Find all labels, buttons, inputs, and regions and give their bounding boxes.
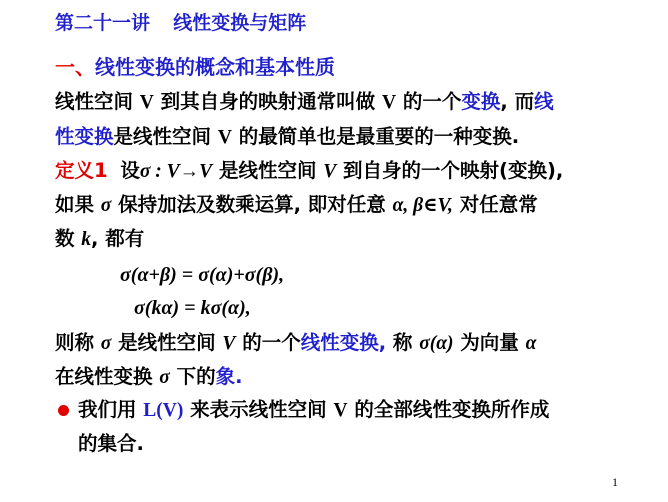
para1-line2: [55, 124, 519, 151]
text: 我们用: [78, 398, 144, 421]
math-image: σ(α): [419, 333, 454, 354]
para1-line1: [55, 89, 554, 116]
slide-title: [55, 10, 306, 36]
equation-homogeneity: σ(kα) = kσ(α),: [134, 297, 251, 319]
text: , 都有: [91, 227, 145, 250]
section-number: 一、: [55, 55, 95, 79]
text: 设: [120, 159, 140, 182]
text: 对任意常: [452, 193, 538, 216]
lecture-topic: 线性变换与矩阵: [173, 12, 307, 34]
math-map: σ : V→V: [139, 161, 213, 182]
term-linear-transform: 性变换: [55, 125, 114, 148]
term-image: 象.: [215, 365, 243, 388]
term-transform: 变换: [461, 90, 501, 113]
def-line5: [55, 364, 243, 391]
text: 的全部线性变换所作成: [347, 398, 550, 421]
text: 的集合.: [78, 432, 144, 455]
var-sigma: σ: [159, 367, 170, 388]
math-vectors: α, β∈V,: [392, 195, 453, 216]
text: 的一个: [396, 90, 462, 113]
section-heading: [55, 54, 335, 80]
def-line1: [55, 158, 563, 185]
var-v: V: [217, 127, 232, 148]
text: 保持加法及数乘运算, 即对任意: [111, 193, 393, 216]
def-line4: [55, 330, 536, 357]
text: 到其自身的映射通常叫做: [153, 90, 382, 113]
section-name: 线性变换的概念和基本性质: [95, 55, 335, 79]
def-line3: [55, 226, 144, 253]
page-number: 1: [612, 475, 618, 489]
var-sigma: σ: [100, 195, 112, 216]
text: 如果: [55, 193, 101, 216]
var-v: V: [139, 92, 154, 113]
text: 为向量: [453, 331, 526, 354]
math-lv: L(V): [143, 400, 184, 421]
var-k: k: [81, 229, 92, 250]
var-v: V: [222, 333, 236, 354]
text: 来表示线性空间: [183, 398, 334, 421]
term-linear-transform: 线性变换,: [300, 331, 387, 354]
var-v: V: [333, 400, 348, 421]
lecture-number: 第二十一讲: [55, 12, 151, 34]
definition-label: 定义1: [55, 159, 108, 182]
text: 下的: [169, 365, 216, 388]
bullet-line1: [78, 397, 549, 424]
text: 数: [55, 227, 82, 250]
text: 到自身的一个映射(变换),: [336, 159, 564, 182]
text: 是线性空间: [113, 125, 218, 148]
term-linear-start: 线: [534, 90, 554, 113]
text: 则称: [55, 331, 101, 354]
text: 线性空间: [55, 90, 140, 113]
text: 称: [386, 331, 420, 354]
text: 在线性变换: [55, 365, 160, 388]
var-v: V: [381, 92, 397, 113]
var-sigma: σ: [100, 333, 112, 354]
text: 的一个: [235, 331, 301, 354]
bullet-line2: [78, 431, 144, 457]
def-line2: [55, 192, 538, 219]
text: 是线性空间: [212, 159, 324, 182]
bullet-dot-icon: [58, 405, 69, 416]
equation-additivity: σ(α+β) = σ(α)+σ(β),: [120, 264, 285, 286]
text: , 而: [500, 90, 535, 113]
var-v: V: [323, 161, 337, 182]
text: 是线性空间: [111, 331, 223, 354]
var-alpha: α: [525, 333, 537, 354]
text: 的最简单也是最重要的一种变换.: [231, 125, 520, 148]
